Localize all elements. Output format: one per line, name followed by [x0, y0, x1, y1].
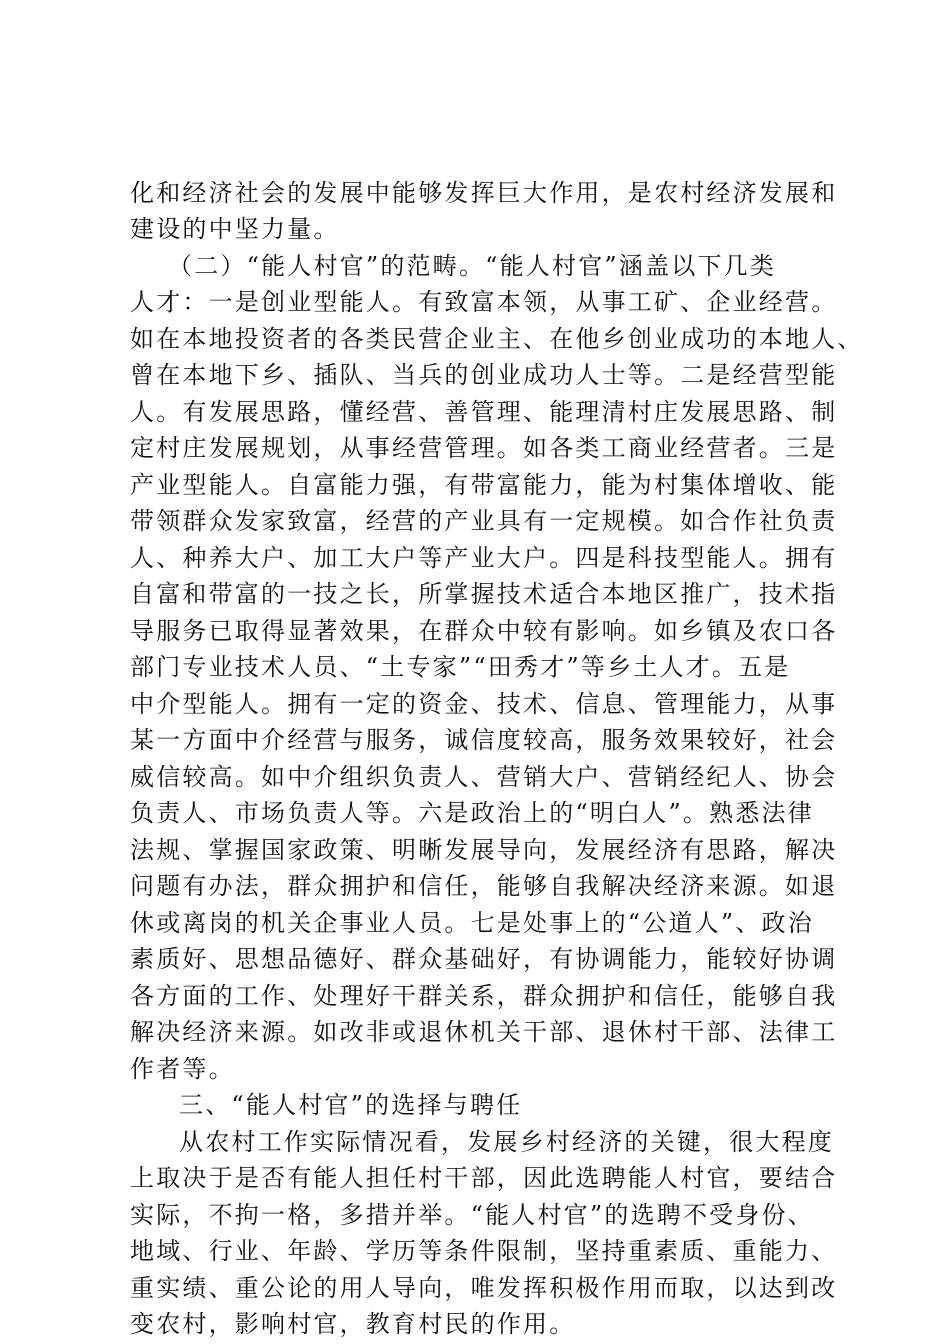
body-text-line: 从农村工作实际情况看，发展乡村经济的关键，很大程度 [179, 1128, 834, 1156]
body-text-line: 素质好、思想品德好、群众基础好，有协调能力，能较好协调 [130, 945, 838, 973]
body-text-line: 自富和带富的一技之长，所掌握技术适合本地区推广，技术指 [130, 580, 838, 608]
body-text-line: 地域、行业、年龄、学历等条件限制，坚持重素质、重能力、 [130, 1237, 838, 1265]
body-text-line: 变农村，影响村官，教育村民的作用。 [130, 1310, 576, 1338]
body-text-line: 人、种养大户、加工大户等产业大户。四是科技型能人。拥有 [130, 544, 838, 572]
body-text-line: 人才：一是创业型能人。有致富本领，从事工矿、企业经营。 [130, 288, 838, 316]
body-text-line: 带领群众发家致富，经营的产业具有一定规模。如合作社负责 [130, 507, 838, 535]
body-text-line: 导服务已取得显著效果，在群众中较有影响。如乡镇及农口各 [130, 617, 838, 645]
body-text-line: 休或离岗的机关企事业人员。七是处事上的“公道人”、政治 [130, 909, 814, 937]
body-text-line: 负责人、市场负责人等。六是政治上的“明白人”。熟悉法律 [130, 799, 814, 827]
body-text-line: 上取决于是否有能人担任村干部，因此选聘能人村官，要结合 [130, 1164, 838, 1192]
body-text-line: 产业型能人。自富能力强，有带富能力，能为村集体增收、能 [130, 471, 838, 499]
body-text-line: 定村庄发展规划，从事经营管理。如各类工商业经营者。三是 [130, 434, 838, 462]
body-text-line: 建设的中坚力量。 [130, 215, 340, 243]
body-text-line: 重实绩、重公论的用人导向，唯发挥积极作用而取，以达到改 [130, 1274, 838, 1302]
body-text-line: 化和经济社会的发展中能够发挥巨大作用，是农村经济发展和 [130, 179, 838, 207]
body-text-line: 问题有办法，群众拥护和信任，能够自我解决经济来源。如退 [130, 872, 838, 900]
body-text-line: 如在本地投资者的各类民营企业主、在他乡创业成功的本地人、 [130, 325, 864, 353]
body-text-line: 实际，不拘一格，多措并举。“能人村官”的选聘不受身份、 [130, 1201, 814, 1229]
body-text-line: （二）“能人村官”的范畴。“能人村官”涵盖以下几类 [168, 252, 777, 280]
body-text-line: 法规、掌握国家政策、明晰发展导向，发展经济有思路，解决 [130, 836, 838, 864]
body-text-line: 曾在本地下乡、插队、当兵的创业成功人士等。二是经营型能 [130, 361, 838, 389]
body-text-line: 威信较高。如中介组织负责人、营销大户、营销经纪人、协会 [130, 763, 838, 791]
section-heading: 三、“能人村官”的选择与聘任 [179, 1091, 523, 1119]
body-text-line: 各方面的工作、处理好干群关系，群众拥护和信任，能够自我 [130, 982, 838, 1010]
body-text-line: 解决经济来源。如改非或退休机关干部、退休村干部、法律工 [130, 1018, 838, 1046]
body-text-line: 人。有发展思路，懂经营、善管理、能理清村庄发展思路、制 [130, 398, 838, 426]
body-text-line: 某一方面中介经营与服务，诚信度较高，服务效果较好，社会 [130, 726, 838, 754]
body-text-line: 中介型能人。拥有一定的资金、技术、信息、管理能力，从事 [130, 690, 838, 718]
body-text-line: 部门专业技术人员、“土专家”“田秀才”等乡土人才。五是 [130, 653, 791, 681]
body-text-line: 作者等。 [130, 1055, 235, 1083]
